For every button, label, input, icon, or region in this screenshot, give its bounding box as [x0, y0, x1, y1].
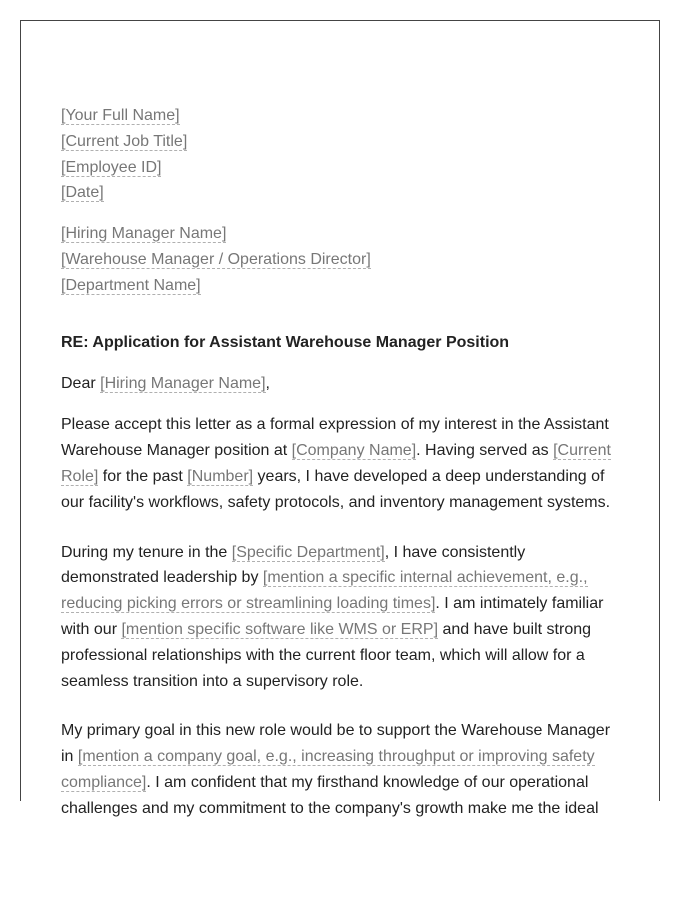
paragraph-2: During my tenure in the [Specific Department], I have consistently demonstrated leadership by [mention a specific internal achievement, e.g., reducing picking errors or streamlining loading times]. I am intimately familiar with our [mention specific software like WMS or ERP] and have built strong professional relationships with the current floor team, which will allow for a seamless transition into a supervisory role. [61, 543, 604, 690]
company-goal-placeholder[interactable]: [mention a company goal, e.g., increasing throughput or improving safety compliance] [61, 748, 595, 791]
specific-department-placeholder[interactable]: [Specific Department] [231, 543, 385, 561]
salutation: Dear [Hiring Manager Name], [61, 374, 270, 392]
sender-block [61, 103, 621, 206]
sender-title-placeholder[interactable]: [Current Job Title] [61, 132, 188, 150]
department-placeholder[interactable]: [Department Name] [61, 276, 201, 294]
employee-id-placeholder[interactable]: [Employee ID] [61, 158, 162, 176]
number-placeholder[interactable]: [Number] [187, 467, 254, 485]
sender-name-placeholder[interactable]: [Your Full Name] [61, 107, 180, 124]
paragraph-1: Please accept this letter as a formal expression of my interest in the Assistant Warehouse Manager position at [Company Name]. Having served as [Current Role] for the past [Number] years, I have developed a deep understanding of our facility's workflows, safety protocols, and inventory management systems. [61, 416, 611, 511]
current-role-placeholder[interactable]: [Current Role] [61, 442, 611, 485]
subject-line: RE: Application for Assistant Warehouse Manager Position [61, 333, 510, 351]
paragraph-3: My primary goal in this new role would be to support the Warehouse Manager in [mention a company goal, e.g., increasing throughput or improving safety compliance]. I am confident that my firsthand knowledge of our operational challenges and my commitment to the company's growth make me the ideal [61, 722, 611, 817]
date-placeholder[interactable]: [Date] [61, 184, 104, 202]
salutation-name-placeholder[interactable]: [Hiring Manager Name] [100, 374, 266, 392]
recipient-block [61, 221, 621, 298]
software-placeholder[interactable]: [mention specific software like WMS or ERP] [121, 620, 439, 638]
recipient-name-placeholder[interactable]: [Hiring Manager Name] [61, 225, 227, 243]
company-name-placeholder[interactable]: [Company Name] [291, 442, 417, 460]
letter-content [61, 103, 621, 822]
recipient-title-placeholder[interactable]: [Warehouse Manager / Operations Director] [61, 250, 371, 268]
achievement-placeholder[interactable]: [mention a specific internal achievement, e.g., reducing picking errors or streamlining loading times] [61, 569, 588, 613]
letter-page [20, 20, 660, 817]
